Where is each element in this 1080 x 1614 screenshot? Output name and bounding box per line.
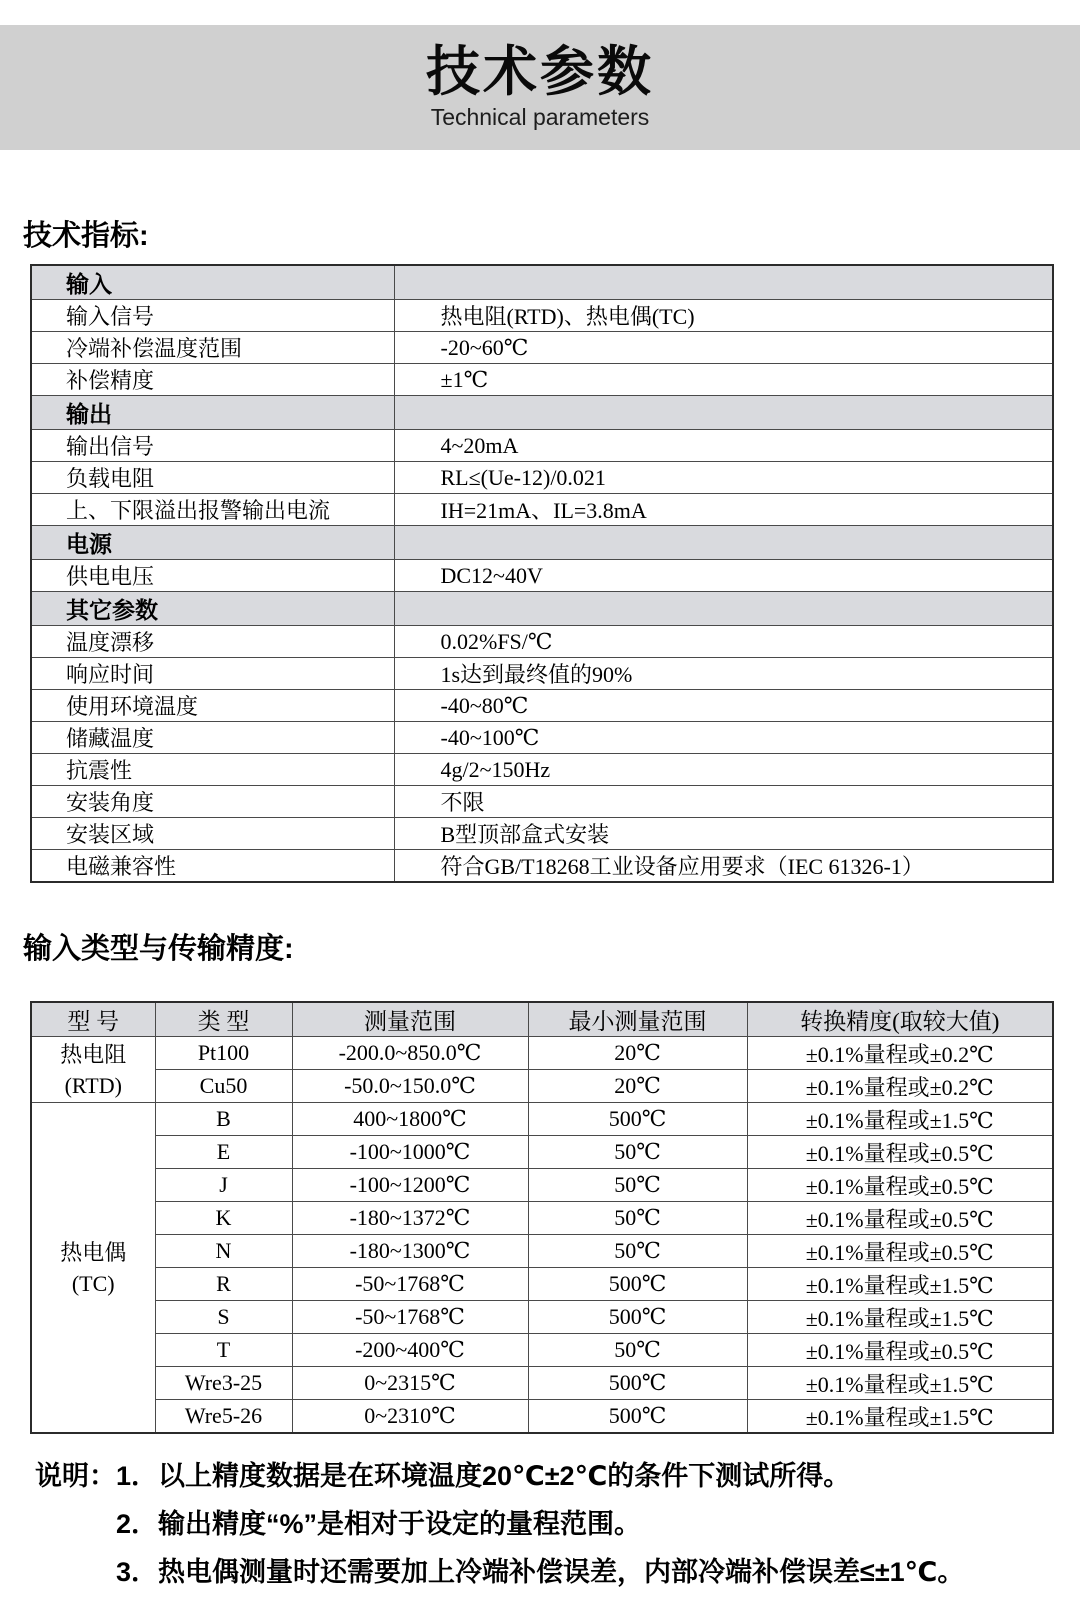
range-cell: -50.0~150.0℃ [292,1070,528,1103]
range-cell: -200.0~850.0℃ [292,1037,528,1070]
spec-section-value [394,265,1053,300]
spec-label: 冷端补偿温度范围 [31,332,394,364]
model-cell-rtd [31,1037,155,1103]
spec-value: DC12~40V [394,560,1053,592]
range-cell: 400~1800℃ [292,1103,528,1136]
accuracy-header-row [31,1002,1053,1037]
accuracy-cell: ±0.1%量程或±0.5℃ [747,1334,1053,1367]
type-cell: S [155,1301,292,1334]
accuracy-cell: ±0.1%量程或±0.5℃ [747,1169,1053,1202]
spec-value: B型顶部盒式安装 [394,818,1053,850]
spec-row [31,850,1053,883]
accuracy-cell: ±0.1%量程或±1.5℃ [747,1268,1053,1301]
spec-row [31,658,1053,690]
spec-value: 热电阻(RTD)、热电偶(TC) [394,300,1053,332]
spec-value: -40~100℃ [394,722,1053,754]
accuracy-cell: ±0.1%量程或±0.5℃ [747,1136,1053,1169]
range-cell: 0~2310℃ [292,1400,528,1434]
spec-value: IH=21mA、IL=3.8mA [394,494,1053,526]
min-range-cell: 50℃ [528,1202,747,1235]
spec-section-value [394,592,1053,626]
note-item-3: 3．热电偶测量时还需要加上冷端补偿误差，内部冷端补偿误差≤±1℃。 [116,1557,965,1587]
range-cell: 0~2315℃ [292,1367,528,1400]
accuracy-section-heading: 输入类型与传输精度: [23,933,294,965]
model-name: 热电偶 [60,1239,127,1265]
spec-value: RL≤(Ue-12)/0.021 [394,462,1053,494]
spec-row [31,300,1053,332]
type-cell: B [155,1103,292,1136]
page-banner [0,25,1080,150]
accuracy-row [31,1202,1053,1235]
min-range-cell: 500℃ [528,1367,747,1400]
note-line-1 [35,1462,1080,1490]
col-header-type: 类 型 [155,1002,292,1037]
accuracy-cell: ±0.1%量程或±1.5℃ [747,1301,1053,1334]
spec-row [31,722,1053,754]
page-subtitle: Technical parameters [430,103,650,130]
spec-value: 0.02%FS/℃ [394,626,1053,658]
type-cell: Wre5-26 [155,1400,292,1434]
type-cell: Wre3-25 [155,1367,292,1400]
min-range-cell: 20℃ [528,1037,747,1070]
spec-label: 电磁兼容性 [31,850,394,883]
accuracy-cell: ±0.1%量程或±1.5℃ [747,1400,1053,1434]
min-range-cell: 20℃ [528,1070,747,1103]
spec-value: ±1℃ [394,364,1053,396]
spec-row [31,786,1053,818]
note-item-1: 1．以上精度数据是在环境温度20℃±2℃的条件下测试所得。 [116,1461,851,1491]
spec-value: 4g/2~150Hz [394,754,1053,786]
spec-value: 1s达到最终值的90% [394,658,1053,690]
spec-row [31,560,1053,592]
col-header-min-range: 最小测量范围 [528,1002,747,1037]
col-header-accuracy: 转换精度(取较大值) [747,1002,1053,1037]
page-title: 技术参数 [426,42,654,103]
min-range-cell: 50℃ [528,1169,747,1202]
accuracy-row [31,1301,1053,1334]
spec-section-value [394,526,1053,560]
range-cell: -50~1768℃ [292,1301,528,1334]
spec-value: -40~80℃ [394,690,1053,722]
spec-row [31,332,1053,364]
accuracy-row [31,1169,1053,1202]
col-header-range: 测量范围 [292,1002,528,1037]
accuracy-row [31,1268,1053,1301]
accuracy-cell: ±0.1%量程或±0.5℃ [747,1235,1053,1268]
spec-row [31,754,1053,786]
model-abbr: (TC) [71,1270,115,1296]
type-cell: N [155,1235,292,1268]
model-name: 热电阻 [60,1041,127,1067]
spec-label: 输出信号 [31,430,394,462]
min-range-cell: 50℃ [528,1235,747,1268]
accuracy-cell: ±0.1%量程或±0.5℃ [747,1202,1053,1235]
notes-block [35,1462,1080,1586]
range-cell: -180~1372℃ [292,1202,528,1235]
spec-row [31,818,1053,850]
accuracy-row [31,1367,1053,1400]
type-cell: E [155,1136,292,1169]
model-cell-tc [31,1103,155,1434]
range-cell: -100~1000℃ [292,1136,528,1169]
spec-label: 响应时间 [31,658,394,690]
type-cell: J [155,1169,292,1202]
min-range-cell: 50℃ [528,1334,747,1367]
spec-section-row [31,396,1053,430]
spec-row [31,462,1053,494]
accuracy-row [31,1037,1053,1070]
spec-section-label: 电源 [31,526,394,560]
spec-section-label: 输出 [31,396,394,430]
spec-label: 供电电压 [31,560,394,592]
type-cell: Pt100 [155,1037,292,1070]
spec-row [31,494,1053,526]
spec-section-heading: 技术指标: [23,220,149,252]
accuracy-row [31,1334,1053,1367]
range-cell: -50~1768℃ [292,1268,528,1301]
spec-row [31,364,1053,396]
spec-value: 符合GB/T18268工业设备应用要求（IEC 61326-1） [394,850,1053,883]
type-cell: R [155,1268,292,1301]
min-range-cell: 50℃ [528,1136,747,1169]
accuracy-row [31,1103,1053,1136]
spec-section-row [31,526,1053,560]
spec-label: 储藏温度 [31,722,394,754]
spec-label: 负载电阻 [31,462,394,494]
spec-label: 使用环境温度 [31,690,394,722]
spec-section-label: 输入 [31,265,394,300]
spec-section-label: 其它参数 [31,592,394,626]
accuracy-table [30,1001,1054,1434]
spec-section-value [394,396,1053,430]
spec-row [31,690,1053,722]
min-range-cell: 500℃ [528,1103,747,1136]
min-range-cell: 500℃ [528,1301,747,1334]
accuracy-cell: ±0.1%量程或±1.5℃ [747,1367,1053,1400]
min-range-cell: 500℃ [528,1268,747,1301]
range-cell: -200~400℃ [292,1334,528,1367]
accuracy-row [31,1136,1053,1169]
model-abbr: (RTD) [64,1072,122,1098]
range-cell: -180~1300℃ [292,1235,528,1268]
spec-label: 抗震性 [31,754,394,786]
note-item-2: 2．输出精度“%”是相对于设定的量程范围。 [116,1509,642,1539]
spec-label: 补偿精度 [31,364,394,396]
accuracy-row [31,1235,1053,1268]
spec-value: -20~60℃ [394,332,1053,364]
notes-prefix: 说明： [35,1461,116,1491]
col-header-model: 型 号 [31,1002,155,1037]
spec-section-row [31,265,1053,300]
spec-row [31,626,1053,658]
accuracy-row [31,1070,1053,1103]
min-range-cell: 500℃ [528,1400,747,1434]
spec-label: 安装角度 [31,786,394,818]
spec-value: 4~20mA [394,430,1053,462]
type-cell: Cu50 [155,1070,292,1103]
range-cell: -100~1200℃ [292,1169,528,1202]
accuracy-cell: ±0.1%量程或±0.2℃ [747,1037,1053,1070]
spec-label: 上、下限溢出报警输出电流 [31,494,394,526]
accuracy-cell: ±0.1%量程或±1.5℃ [747,1103,1053,1136]
spec-row [31,430,1053,462]
spec-label: 温度漂移 [31,626,394,658]
spec-value: 不限 [394,786,1053,818]
spec-label: 输入信号 [31,300,394,332]
type-cell: T [155,1334,292,1367]
spec-section-row [31,592,1053,626]
accuracy-row [31,1400,1053,1434]
type-cell: K [155,1202,292,1235]
spec-label: 安装区域 [31,818,394,850]
spec-table [30,264,1054,883]
accuracy-cell: ±0.1%量程或±0.2℃ [747,1070,1053,1103]
